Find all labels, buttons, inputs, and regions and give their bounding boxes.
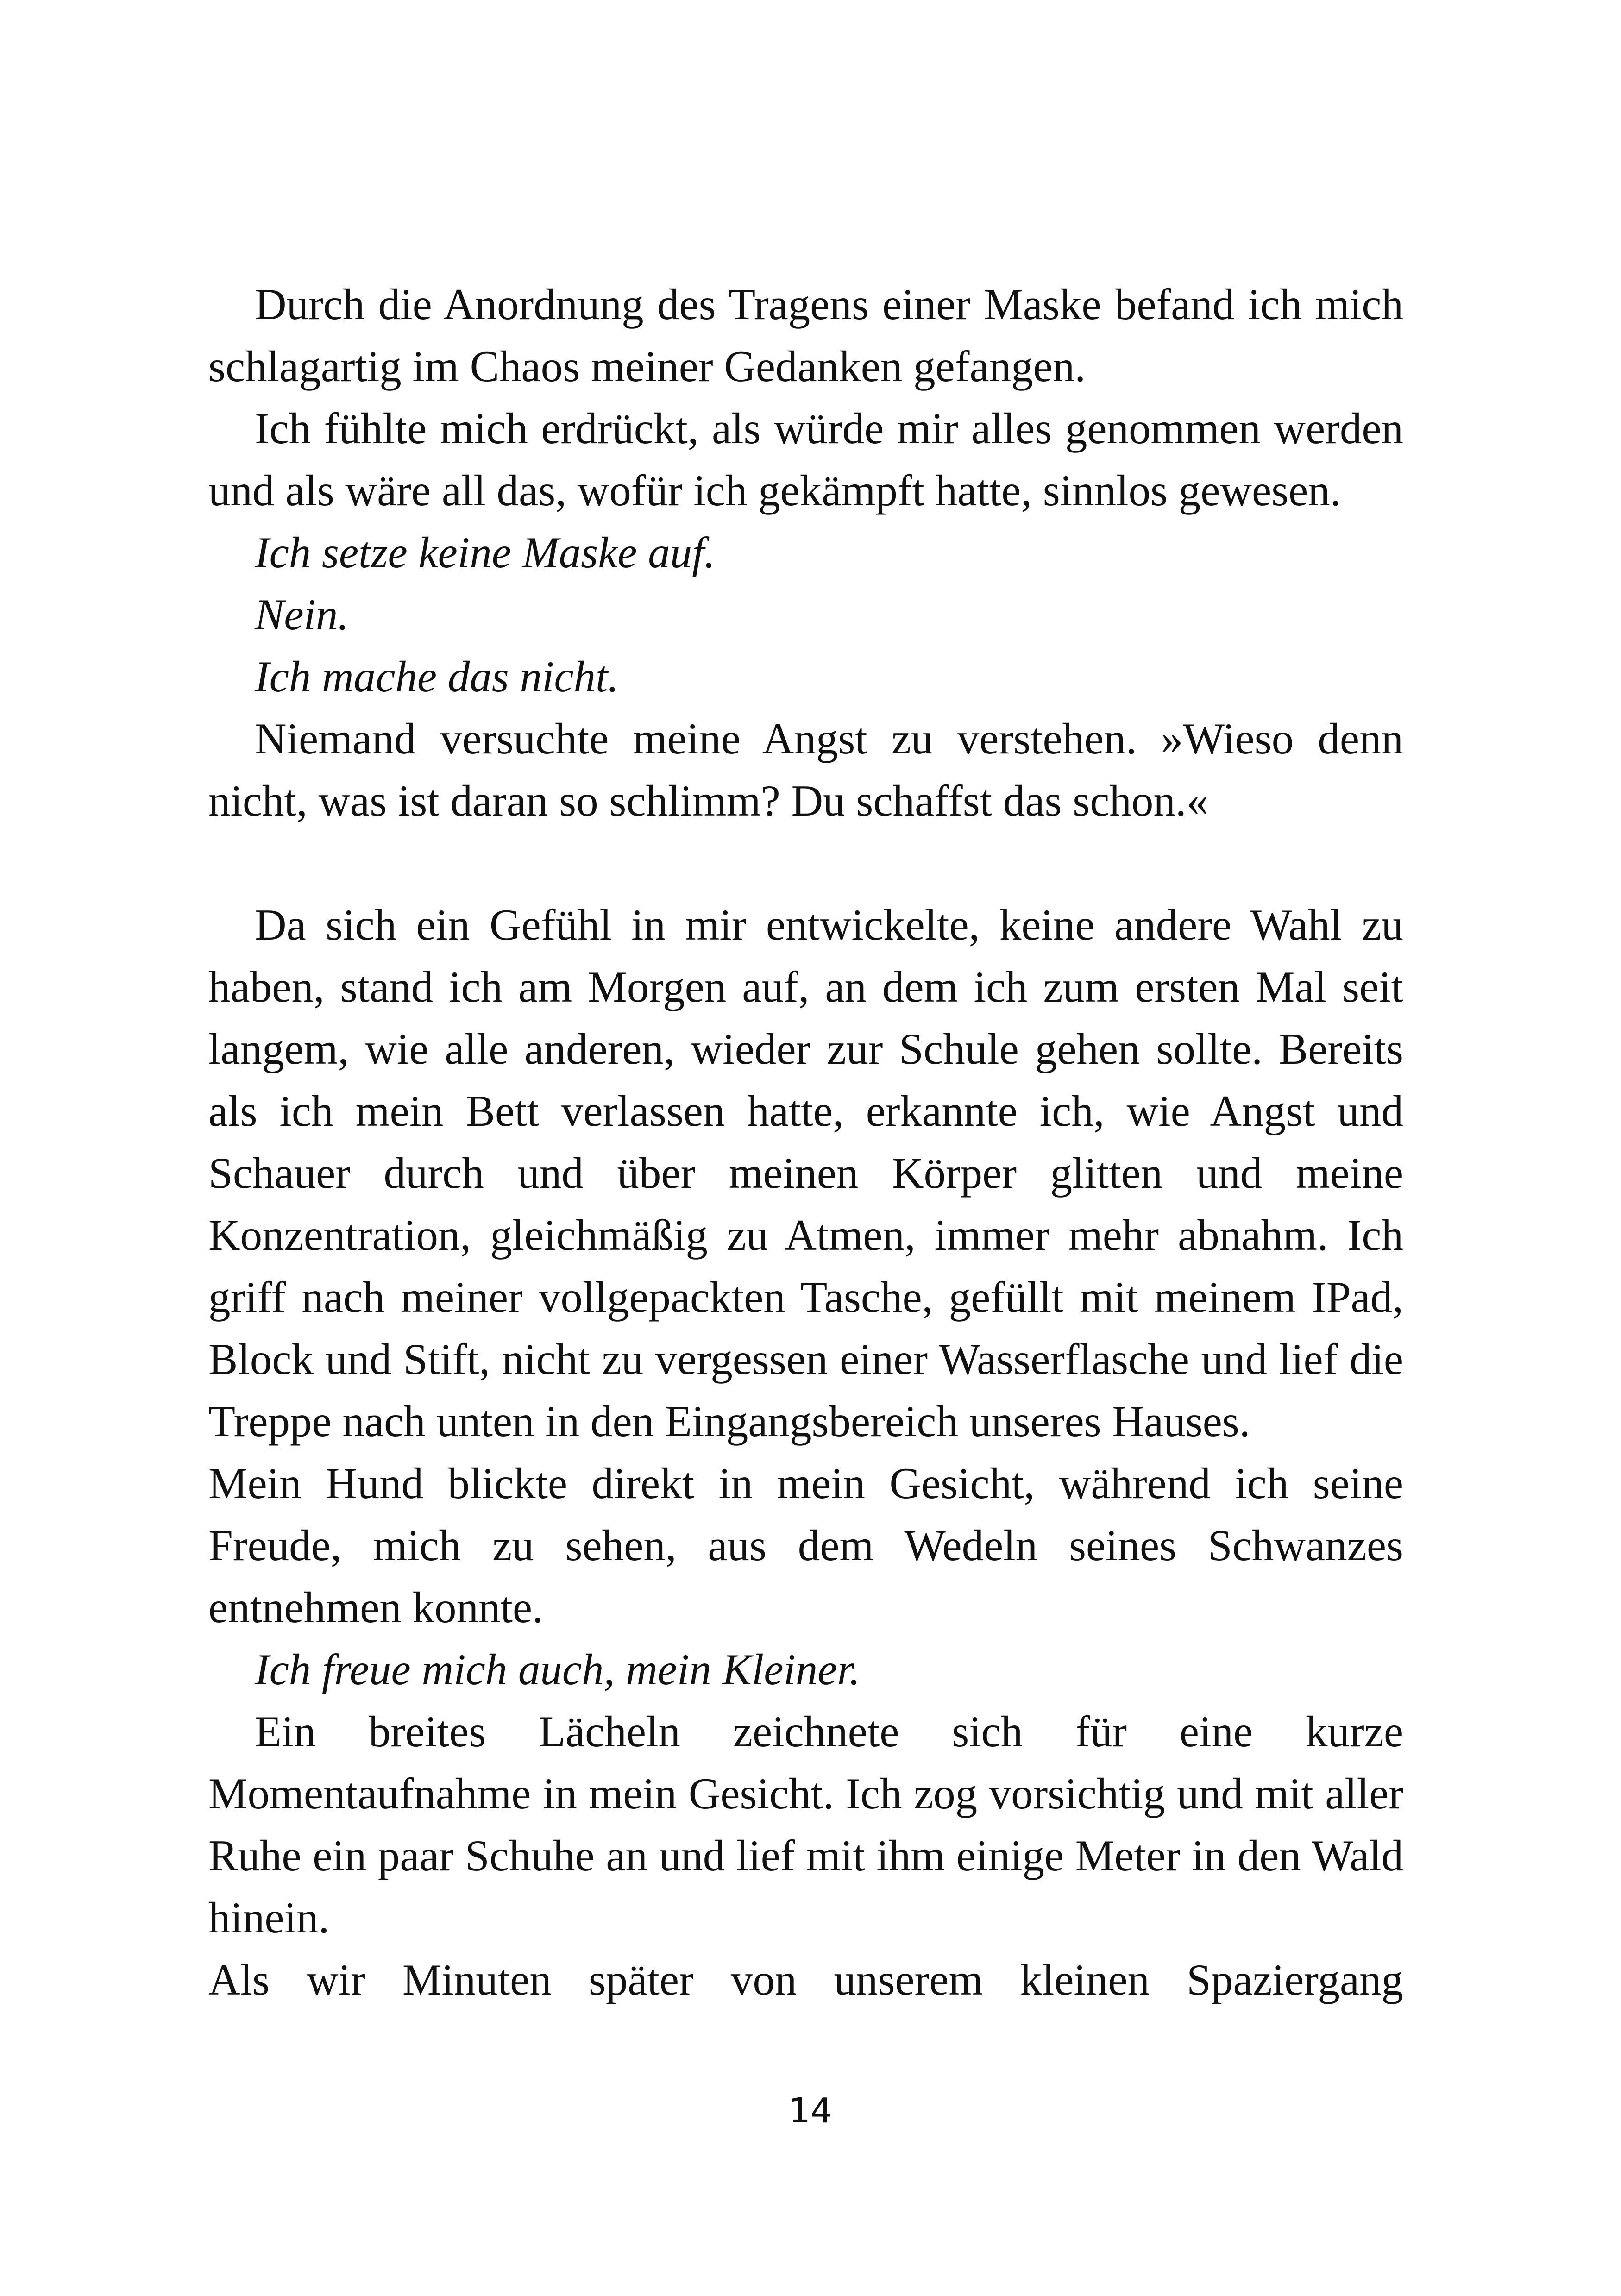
- thought-not-doing-it: Ich mache das nicht.: [255, 652, 619, 701]
- page-number: 14: [788, 2091, 833, 2131]
- page-body-text: [208, 273, 1403, 2011]
- paragraph-morning-school: Da sich ein Gefühl in mir entwickelte, keine andere Wahl zu haben, stand ich am Morgen auf, an dem ich zum ersten Mal seit langem, wie alle anderen, wieder zur Schule gehen sollte. Bereits als ich mein Bett verlassen hatte, erkannte ich, wie Angst und Schauer durch und über meinen Körper glitten und meine Konzentration, gleichmäßig zu Atmen, immer mehr abnahm. Ich griff nach meiner vollgepackten Tasche, gefüllt mit meinem IPad, Block und Stift, nicht zu vergessen einer Wasserflasche und lief die Treppe nach unten in den Eingangsbereich unseres Hauses.: [208, 900, 1403, 1446]
- paragraph-smile-walk: Ein breites Lächeln zeichnete sich für eine kurze Momentaufnahme in mein Gesicht. Ich zog vorsichtig und mit aller Ruhe ein paar Schuhe an und lief mit ihm einige Meter in den Wald hinein.: [208, 1707, 1403, 1942]
- thought-happy-too: Ich freue mich auch, mein Kleiner.: [255, 1645, 861, 1694]
- section-break: [208, 832, 1403, 894]
- thought-no: Nein.: [255, 590, 349, 639]
- paragraph-after-walk: Als wir Minuten später von unserem kleinen Spaziergang: [208, 1955, 1403, 2004]
- thought-no-mask: Ich setze keine Maske auf.: [255, 528, 716, 577]
- paragraph-dog-greeting: Mein Hund blickte direkt in mein Gesicht, während ich seine Freude, mich zu sehen, aus dem Wedeln seines Schwanzes entnehmen konnte.: [208, 1459, 1403, 1632]
- paragraph-nobody-understood: Niemand versuchte meine Angst zu verstehen. »Wieso denn nicht, was ist daran so schlimm? Du schaffst das schon.«: [208, 714, 1403, 825]
- paragraph-mask-order: Durch die Anordnung des Tragens einer Maske befand ich mich schlagartig im Chaos meiner Gedanken gefangen.: [208, 280, 1403, 391]
- paragraph-feeling-crushed: Ich fühlte mich erdrückt, als würde mir alles genommen werden und als wäre all das, wofür ich gekämpft hatte, sinnlos gewesen.: [208, 404, 1403, 515]
